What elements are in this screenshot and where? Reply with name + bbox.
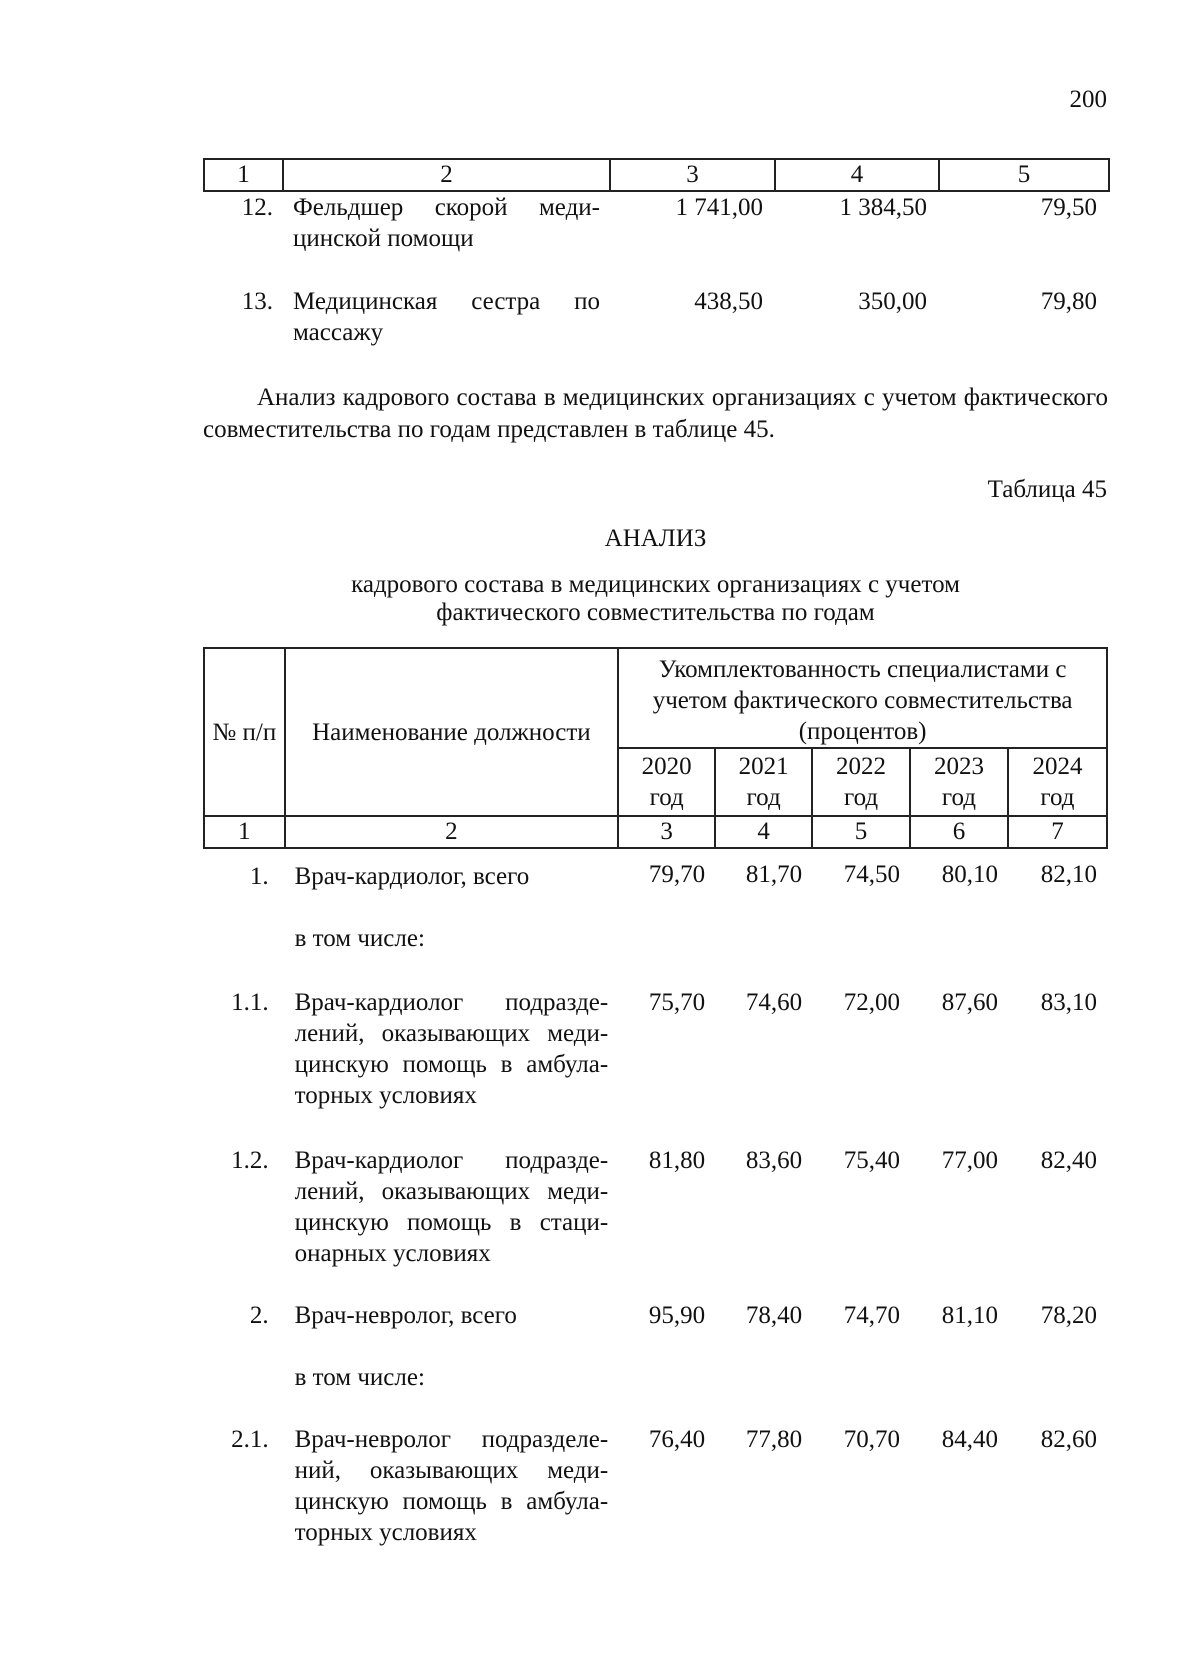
position-name-text: Фельдшер скорой медицинской помощи bbox=[293, 194, 600, 252]
table-row bbox=[204, 848, 1107, 923]
table-subtitle-line: фактического совместительства по годам bbox=[436, 599, 875, 626]
year-header: 2023 год bbox=[910, 748, 1008, 816]
value-2023 bbox=[910, 1362, 1008, 1424]
value-2024 bbox=[1008, 1362, 1107, 1424]
value-2022 bbox=[812, 1362, 910, 1424]
value-2020: 79,70 bbox=[648, 861, 706, 888]
page-number: 200 bbox=[1069, 86, 1107, 113]
value-2021: 77,80 bbox=[745, 1426, 803, 1453]
row-number: 1.1. bbox=[231, 989, 269, 1016]
value-2020: 81,80 bbox=[648, 1147, 706, 1174]
position-name: Врач-кардиолог подразделений, оказывающих медицинскую помощь в стационарных условиях bbox=[294, 1147, 609, 1267]
year-header: 2022 год bbox=[812, 748, 910, 816]
position-name bbox=[283, 286, 610, 380]
value-2021: 81,70 bbox=[745, 861, 803, 888]
year-header: 2024 год bbox=[1008, 748, 1107, 816]
value-2024: 82,10 bbox=[1040, 861, 1097, 888]
value-2023: 81,10 bbox=[941, 1302, 998, 1329]
table-subtitle bbox=[203, 571, 1108, 627]
value-2021: 74,60 bbox=[745, 989, 803, 1016]
header-cell: 4 bbox=[775, 159, 939, 191]
value-2023 bbox=[910, 923, 1008, 987]
value-2020 bbox=[618, 923, 715, 987]
value-2022: 72,00 bbox=[843, 989, 900, 1016]
value-2022 bbox=[812, 923, 910, 987]
column-number: 3 bbox=[618, 816, 715, 848]
row-number bbox=[204, 923, 285, 987]
value-cell: 350,00 bbox=[858, 288, 927, 315]
value-2023: 87,60 bbox=[941, 989, 998, 1016]
column-numbers-row bbox=[204, 816, 1107, 848]
value-2020: 95,90 bbox=[648, 1302, 706, 1329]
table-label: Таблица 45 bbox=[987, 476, 1107, 503]
value-2023: 77,00 bbox=[941, 1147, 998, 1174]
position-name: в том числе: bbox=[294, 1364, 425, 1391]
table-row bbox=[204, 1424, 1107, 1554]
header-staffing-group: Укомплектованность специалистами с учетом фактического совместительства (процентов) bbox=[618, 648, 1107, 748]
value-2024: 78,20 bbox=[1040, 1302, 1097, 1329]
column-number: 2 bbox=[285, 816, 619, 848]
value-2024: 82,60 bbox=[1040, 1426, 1097, 1453]
table-row bbox=[204, 987, 1107, 1145]
value-cell: 1 384,50 bbox=[839, 194, 927, 221]
table-header-row bbox=[204, 648, 1107, 748]
column-number: 7 bbox=[1008, 816, 1107, 848]
value-cell: 79,80 bbox=[1040, 288, 1097, 315]
table-title: АНАЛИЗ bbox=[604, 525, 707, 552]
position-name: Врач-кардиолог, всего bbox=[294, 863, 530, 890]
value-cell: 1 741,00 bbox=[675, 194, 763, 221]
staffing-table bbox=[203, 647, 1108, 1554]
value-2023: 84,40 bbox=[941, 1426, 998, 1453]
value-2021: 78,40 bbox=[745, 1302, 803, 1329]
position-name bbox=[283, 191, 610, 286]
value-2022: 75,40 bbox=[843, 1147, 900, 1174]
position-name: Врач-кардиолог подразделений, оказывающих медицинскую помощь в амбулаторных условиях bbox=[294, 989, 609, 1109]
position-name: Врач-невролог, всего bbox=[294, 1302, 517, 1329]
value-2020: 75,70 bbox=[648, 989, 706, 1016]
column-number: 4 bbox=[715, 816, 812, 848]
value-2024: 82,40 bbox=[1040, 1147, 1097, 1174]
table-row bbox=[204, 1145, 1107, 1300]
column-number: 1 bbox=[204, 816, 285, 848]
row-number bbox=[204, 1362, 285, 1424]
header-cell: 5 bbox=[939, 159, 1109, 191]
value-2021 bbox=[715, 923, 812, 987]
value-2022: 74,50 bbox=[843, 861, 900, 888]
header-position: Наименование должности bbox=[285, 648, 619, 816]
row-number: 13. bbox=[241, 288, 273, 315]
column-number: 6 bbox=[910, 816, 1008, 848]
table-row bbox=[204, 923, 1107, 987]
position-name-text: Медицинская сестра по массажу bbox=[293, 288, 600, 346]
table-row bbox=[204, 191, 1109, 286]
row-number: 2.1. bbox=[231, 1426, 269, 1453]
previous-table-continuation bbox=[203, 158, 1110, 380]
year-header: 2021 год bbox=[715, 748, 812, 816]
value-cell: 438,50 bbox=[694, 288, 763, 315]
position-name: в том числе: bbox=[294, 925, 425, 952]
table-row bbox=[204, 1362, 1107, 1424]
value-2021 bbox=[715, 1362, 812, 1424]
value-2021: 83,60 bbox=[745, 1147, 803, 1174]
value-2020 bbox=[618, 1362, 715, 1424]
table-row bbox=[204, 286, 1109, 380]
value-2024: 83,10 bbox=[1040, 989, 1097, 1016]
row-number: 1. bbox=[249, 863, 269, 890]
value-2020: 76,40 bbox=[648, 1426, 706, 1453]
row-number: 12. bbox=[241, 194, 273, 221]
table-subtitle-line: кадрового состава в медицинских организациях с учетом bbox=[351, 571, 960, 598]
header-cell: 3 bbox=[610, 159, 775, 191]
value-2022: 74,70 bbox=[843, 1302, 900, 1329]
column-number: 5 bbox=[812, 816, 910, 848]
header-number: № п/п bbox=[204, 648, 285, 816]
header-cell: 2 bbox=[283, 159, 610, 191]
previous-table-header-row bbox=[204, 159, 1109, 191]
row-number: 2. bbox=[249, 1302, 269, 1329]
position-name: Врач-невролог подразделений, оказывающих медицинскую помощь в амбулаторных условиях bbox=[294, 1426, 609, 1546]
table-row bbox=[204, 1300, 1107, 1362]
value-cell: 79,50 bbox=[1040, 194, 1097, 221]
header-cell: 1 bbox=[204, 159, 283, 191]
year-header: 2020 год bbox=[618, 748, 715, 816]
body-paragraph: Анализ кадрового состава в медицинских организациях с учетом фактического совместительства по годам представлен в таблице 45. bbox=[203, 384, 1108, 443]
value-2024 bbox=[1008, 923, 1107, 987]
value-2023: 80,10 bbox=[941, 861, 998, 888]
row-number: 1.2. bbox=[231, 1147, 269, 1174]
value-2022: 70,70 bbox=[843, 1426, 900, 1453]
